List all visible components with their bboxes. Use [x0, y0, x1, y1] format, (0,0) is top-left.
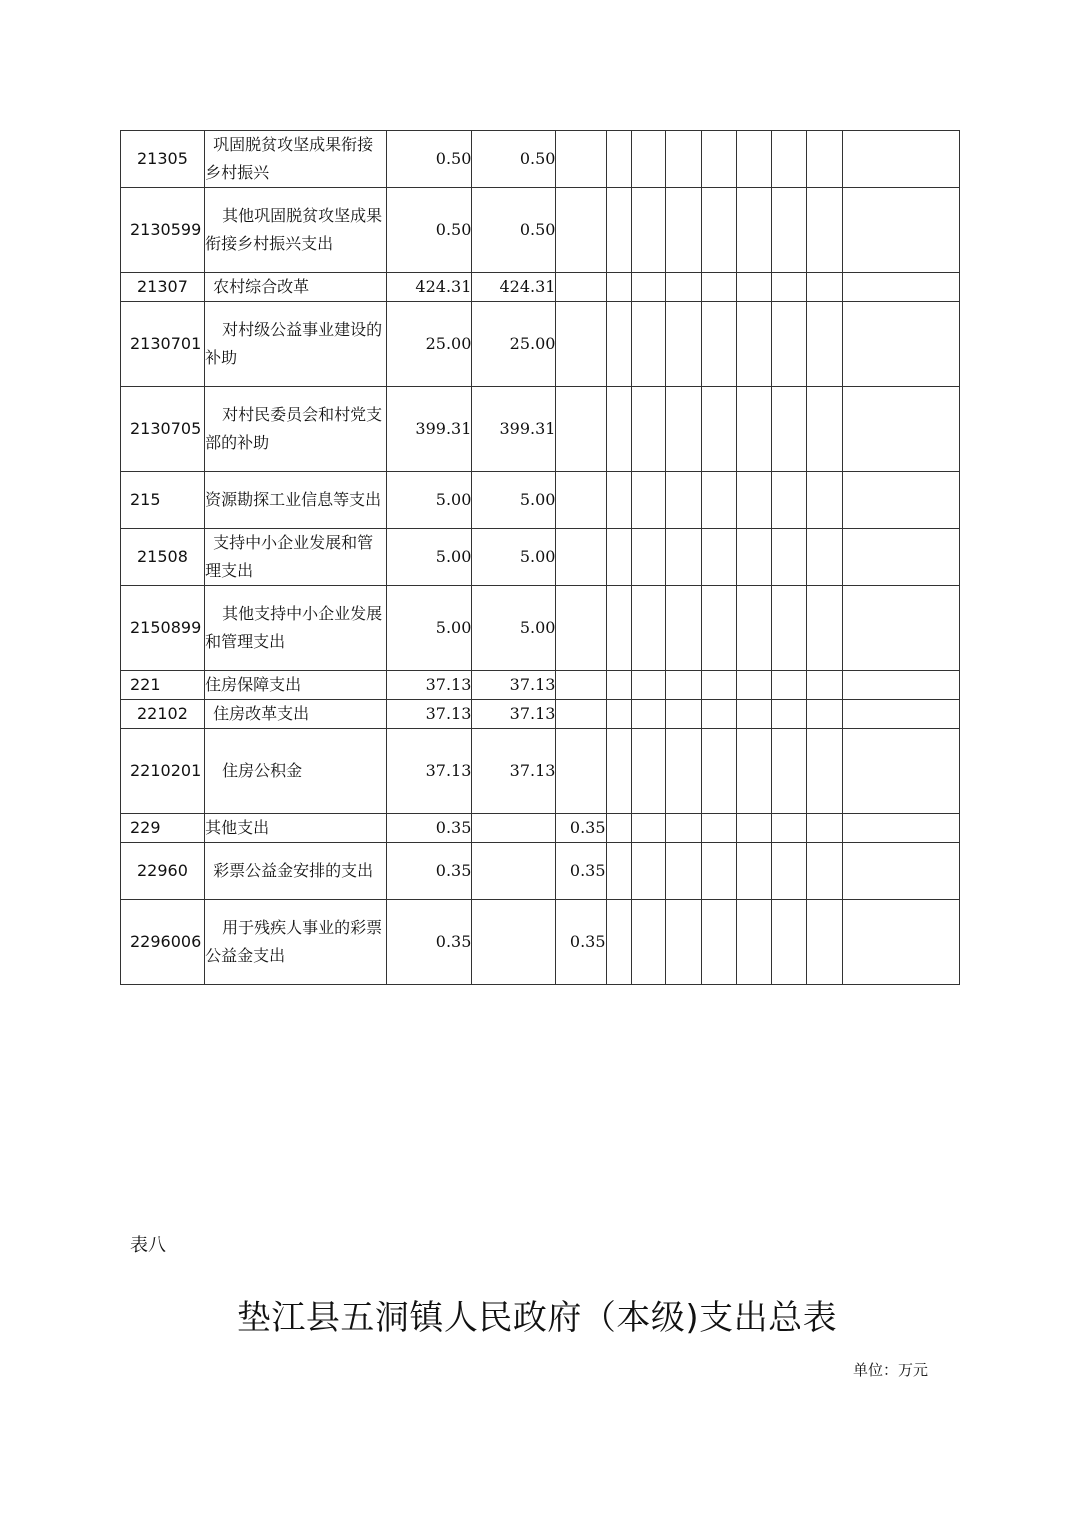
table-row: [121, 586, 960, 671]
empty-cell: [771, 529, 806, 586]
row-name: [205, 586, 387, 671]
empty-cell: [842, 586, 959, 671]
budget-table: [120, 130, 960, 985]
empty-cell: [701, 387, 736, 472]
empty-cell: [606, 273, 631, 302]
row-code: 21305: [121, 131, 205, 188]
table-row: [121, 529, 960, 586]
empty-cell: [806, 387, 842, 472]
row-name: [205, 472, 387, 529]
empty-cell: [736, 529, 771, 586]
row-value-total: 0.35: [387, 814, 472, 843]
empty-cell: [842, 843, 959, 900]
row-name-text: 住房公积金: [222, 761, 303, 780]
empty-cell: [806, 586, 842, 671]
empty-cell: [665, 472, 701, 529]
empty-cell: [701, 671, 736, 700]
row-code: 2130701: [121, 302, 205, 387]
empty-cell: [736, 131, 771, 188]
row-name: [205, 700, 387, 729]
empty-cell: [701, 302, 736, 387]
table-row: [121, 814, 960, 843]
row-value-c3: [556, 188, 606, 273]
empty-cell: [631, 900, 665, 985]
empty-cell: [606, 729, 631, 814]
row-value-c3: 0.35: [556, 900, 606, 985]
empty-cell: [631, 387, 665, 472]
empty-cell: [631, 472, 665, 529]
empty-cell: [606, 700, 631, 729]
empty-cell: [701, 273, 736, 302]
row-name: [205, 131, 387, 188]
row-code: 21307: [121, 273, 205, 302]
row-value-c2: 25.00: [472, 302, 556, 387]
row-code: 215: [121, 472, 205, 529]
row-name: [205, 729, 387, 814]
empty-cell: [842, 302, 959, 387]
empty-cell: [701, 188, 736, 273]
empty-cell: [842, 188, 959, 273]
empty-cell: [631, 843, 665, 900]
empty-cell: [701, 729, 736, 814]
table-row: [121, 472, 960, 529]
row-code: 229: [121, 814, 205, 843]
row-name: [205, 188, 387, 273]
row-value-c2: 37.13: [472, 700, 556, 729]
empty-cell: [771, 273, 806, 302]
empty-cell: [701, 843, 736, 900]
table-row: [121, 273, 960, 302]
row-value-c2: [472, 900, 556, 985]
table-row: [121, 900, 960, 985]
empty-cell: [631, 671, 665, 700]
table-row: [121, 131, 960, 188]
empty-cell: [606, 387, 631, 472]
row-name-text: 农村综合改革: [213, 277, 310, 296]
row-code: 2130705: [121, 387, 205, 472]
row-value-c3: [556, 729, 606, 814]
empty-cell: [736, 472, 771, 529]
row-value-c2: [472, 814, 556, 843]
row-value-total: 0.35: [387, 900, 472, 985]
row-name-text: 用于残疾人事业的彩票公益金支出: [205, 918, 383, 965]
table-row: [121, 700, 960, 729]
empty-cell: [771, 900, 806, 985]
empty-cell: [631, 188, 665, 273]
row-value-c3: [556, 700, 606, 729]
row-code: 221: [121, 671, 205, 700]
empty-cell: [606, 188, 631, 273]
row-value-c3: [556, 586, 606, 671]
empty-cell: [771, 700, 806, 729]
empty-cell: [665, 900, 701, 985]
row-name: [205, 387, 387, 472]
empty-cell: [736, 671, 771, 700]
row-value-total: 5.00: [387, 529, 472, 586]
row-value-c2: 37.13: [472, 671, 556, 700]
empty-cell: [701, 529, 736, 586]
empty-cell: [771, 729, 806, 814]
row-value-total: 5.00: [387, 586, 472, 671]
row-name-text: 其他巩固脱贫攻坚成果衔接乡村振兴支出: [205, 206, 383, 253]
empty-cell: [771, 671, 806, 700]
table-body: [121, 131, 960, 985]
row-value-c2: 399.31: [472, 387, 556, 472]
empty-cell: [771, 131, 806, 188]
empty-cell: [842, 131, 959, 188]
empty-cell: [631, 131, 665, 188]
empty-cell: [806, 700, 842, 729]
empty-cell: [665, 387, 701, 472]
empty-cell: [806, 843, 842, 900]
empty-cell: [606, 302, 631, 387]
empty-cell: [665, 843, 701, 900]
row-code: 2130599: [121, 188, 205, 273]
empty-cell: [736, 814, 771, 843]
row-name-text: 对村级公益事业建设的补助: [205, 320, 383, 367]
empty-cell: [842, 529, 959, 586]
row-name: [205, 814, 387, 843]
empty-cell: [736, 273, 771, 302]
empty-cell: [665, 700, 701, 729]
empty-cell: [665, 273, 701, 302]
table-row: [121, 387, 960, 472]
empty-cell: [842, 700, 959, 729]
table-label: 表八: [130, 1235, 166, 1256]
empty-cell: [806, 273, 842, 302]
empty-cell: [806, 729, 842, 814]
empty-cell: [631, 273, 665, 302]
row-value-c2: 5.00: [472, 472, 556, 529]
row-code: 2210201: [121, 729, 205, 814]
row-name-text: 支持中小企业发展和管理支出: [205, 533, 374, 580]
empty-cell: [631, 529, 665, 586]
row-value-total: 0.50: [387, 188, 472, 273]
row-name-text: 资源勘探工业信息等支出: [205, 490, 382, 509]
table-row: [121, 671, 960, 700]
empty-cell: [665, 188, 701, 273]
empty-cell: [631, 302, 665, 387]
empty-cell: [842, 472, 959, 529]
empty-cell: [842, 729, 959, 814]
row-value-total: 37.13: [387, 671, 472, 700]
row-name-text: 住房改革支出: [213, 704, 310, 723]
row-name-text: 住房保障支出: [205, 675, 302, 694]
empty-cell: [842, 671, 959, 700]
empty-cell: [665, 131, 701, 188]
row-name: [205, 843, 387, 900]
table-row: [121, 843, 960, 900]
table-row: [121, 188, 960, 273]
empty-cell: [701, 472, 736, 529]
empty-cell: [606, 472, 631, 529]
row-value-c3: [556, 131, 606, 188]
empty-cell: [771, 586, 806, 671]
page-title: 垫江县五洞镇人民政府（本级)支出总表: [236, 1298, 838, 1338]
empty-cell: [736, 729, 771, 814]
empty-cell: [701, 900, 736, 985]
empty-cell: [606, 529, 631, 586]
row-value-c3: [556, 302, 606, 387]
empty-cell: [606, 586, 631, 671]
row-value-c3: 0.35: [556, 843, 606, 900]
empty-cell: [806, 302, 842, 387]
row-code: 2150899: [121, 586, 205, 671]
row-value-c2: 0.50: [472, 188, 556, 273]
empty-cell: [631, 586, 665, 671]
row-value-c2: 424.31: [472, 273, 556, 302]
empty-cell: [842, 387, 959, 472]
empty-cell: [806, 814, 842, 843]
row-code: 22960: [121, 843, 205, 900]
row-value-total: 0.50: [387, 131, 472, 188]
row-name-text: 彩票公益金安排的支出: [213, 861, 374, 880]
row-name-text: 巩固脱贫攻坚成果衔接乡村振兴: [205, 135, 374, 182]
empty-cell: [806, 529, 842, 586]
row-name-text: 其他支出: [205, 818, 270, 837]
row-value-c3: [556, 472, 606, 529]
empty-cell: [606, 131, 631, 188]
table-row: [121, 302, 960, 387]
row-name: [205, 671, 387, 700]
empty-cell: [842, 900, 959, 985]
empty-cell: [771, 472, 806, 529]
empty-cell: [701, 700, 736, 729]
table-row: [121, 729, 960, 814]
row-value-c3: [556, 387, 606, 472]
row-value-c2: [472, 843, 556, 900]
empty-cell: [665, 671, 701, 700]
empty-cell: [771, 843, 806, 900]
row-name: [205, 900, 387, 985]
empty-cell: [606, 814, 631, 843]
empty-cell: [842, 273, 959, 302]
empty-cell: [736, 700, 771, 729]
empty-cell: [665, 814, 701, 843]
empty-cell: [665, 529, 701, 586]
row-code: 21508: [121, 529, 205, 586]
row-value-c3: [556, 273, 606, 302]
empty-cell: [606, 900, 631, 985]
row-value-total: 424.31: [387, 273, 472, 302]
row-value-c3: [556, 529, 606, 586]
empty-cell: [736, 843, 771, 900]
row-value-total: 399.31: [387, 387, 472, 472]
empty-cell: [665, 302, 701, 387]
empty-cell: [665, 729, 701, 814]
empty-cell: [606, 843, 631, 900]
row-value-c3: [556, 671, 606, 700]
row-value-total: 0.35: [387, 843, 472, 900]
row-value-total: 37.13: [387, 729, 472, 814]
empty-cell: [631, 729, 665, 814]
empty-cell: [736, 586, 771, 671]
row-name-text: 其他支持中小企业发展和管理支出: [205, 604, 383, 651]
empty-cell: [771, 387, 806, 472]
empty-cell: [806, 472, 842, 529]
empty-cell: [631, 814, 665, 843]
row-value-c2: 5.00: [472, 586, 556, 671]
empty-cell: [842, 814, 959, 843]
unit-label: 单位：万元: [852, 1361, 928, 1379]
row-value-c2: 0.50: [472, 131, 556, 188]
row-value-total: 37.13: [387, 700, 472, 729]
row-code: 2296006: [121, 900, 205, 985]
row-code: 22102: [121, 700, 205, 729]
empty-cell: [736, 302, 771, 387]
empty-cell: [665, 586, 701, 671]
row-value-c2: 37.13: [472, 729, 556, 814]
row-value-c3: 0.35: [556, 814, 606, 843]
empty-cell: [771, 814, 806, 843]
row-value-total: 5.00: [387, 472, 472, 529]
empty-cell: [806, 188, 842, 273]
empty-cell: [771, 188, 806, 273]
row-value-c2: 5.00: [472, 529, 556, 586]
empty-cell: [736, 188, 771, 273]
empty-cell: [701, 814, 736, 843]
empty-cell: [806, 131, 842, 188]
row-name: [205, 273, 387, 302]
empty-cell: [701, 586, 736, 671]
row-name: [205, 529, 387, 586]
empty-cell: [631, 700, 665, 729]
empty-cell: [771, 302, 806, 387]
empty-cell: [606, 671, 631, 700]
empty-cell: [736, 900, 771, 985]
empty-cell: [806, 671, 842, 700]
empty-cell: [736, 387, 771, 472]
row-name-text: 对村民委员会和村党支部的补助: [205, 405, 383, 452]
empty-cell: [701, 131, 736, 188]
row-name: [205, 302, 387, 387]
empty-cell: [806, 900, 842, 985]
row-value-total: 25.00: [387, 302, 472, 387]
